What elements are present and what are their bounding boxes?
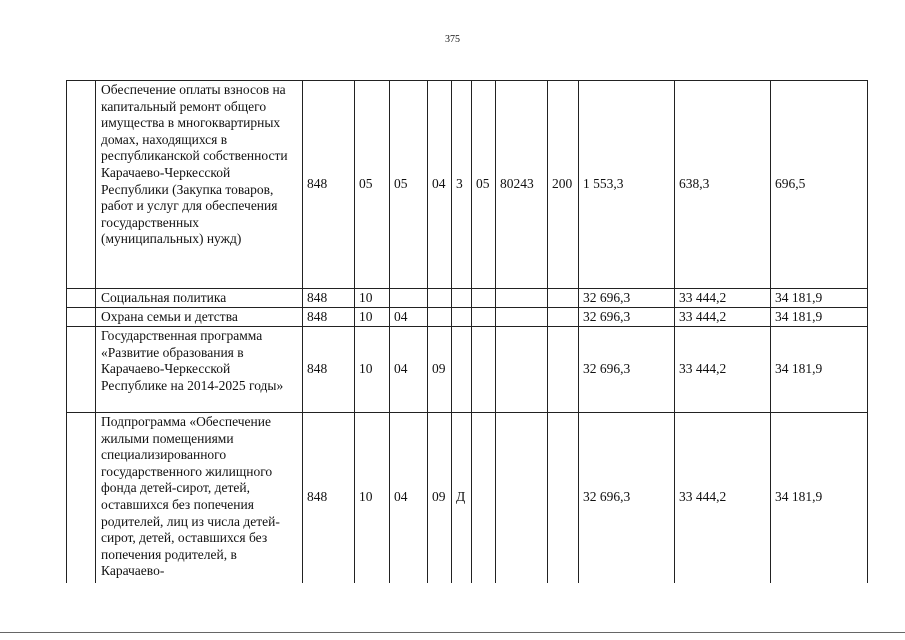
vid-rashodov-cell: 200 [548, 81, 579, 289]
sum-2025-cell: 34 181,9 [771, 289, 868, 308]
description-cell: Охрана семьи и детства [96, 308, 303, 327]
podprogramma-cell [452, 289, 472, 308]
table-row [67, 308, 868, 327]
description-cell: Социальная политика [96, 289, 303, 308]
vedomstvo-cell: 848 [303, 308, 355, 327]
programma-cell [428, 308, 452, 327]
napravlenie-cell [496, 308, 548, 327]
sum-2024-cell: 33 444,2 [675, 327, 771, 413]
podrazdel-cell: 04 [390, 413, 428, 583]
programma-cell [428, 289, 452, 308]
podprogramma-cell [452, 327, 472, 413]
page-number: 375 [445, 34, 460, 45]
razdel-cell: 05 [355, 81, 390, 289]
napravlenie-cell [496, 327, 548, 413]
napravlenie-cell [496, 413, 548, 583]
row-number-cell [67, 308, 96, 327]
description-cell: Подпрограмма «Обеспечение жилыми помещениями специализированного государственного жилищного фонда детей-сирот, детей, оставшихся без попечения родителей, лиц из числа детей-сирот, детей, оставшихся без попечения родителей, в Карачаево- [96, 413, 303, 583]
podprogramma-cell: 3 [452, 81, 472, 289]
table-row [67, 289, 868, 308]
podprogramma-cell [452, 308, 472, 327]
razdel-cell: 10 [355, 289, 390, 308]
vedomstvo-cell: 848 [303, 81, 355, 289]
sum-2024-cell: 638,3 [675, 81, 771, 289]
podrazdel-cell: 05 [390, 81, 428, 289]
sum-2024-cell: 33 444,2 [675, 289, 771, 308]
programma-cell: 04 [428, 81, 452, 289]
programma-cell: 09 [428, 413, 452, 583]
sum-2025-cell: 34 181,9 [771, 308, 868, 327]
row-number-cell [67, 413, 96, 583]
vid-rashodov-cell [548, 308, 579, 327]
row-number-cell [67, 327, 96, 413]
table-row [67, 413, 868, 583]
meropriyatie-cell [472, 289, 496, 308]
sum-2025-cell: 34 181,9 [771, 413, 868, 583]
podrazdel-cell [390, 289, 428, 308]
description-cell: Государственная программа «Развитие образования в Карачаево-Черкесской Республике на 2014-2025 годы» [96, 327, 303, 413]
vedomstvo-cell: 848 [303, 413, 355, 583]
meropriyatie-cell [472, 413, 496, 583]
page-bottom-rule [0, 632, 905, 633]
table-row [67, 81, 868, 289]
budget-table [66, 80, 868, 583]
napravlenie-cell [496, 289, 548, 308]
podrazdel-cell: 04 [390, 327, 428, 413]
meropriyatie-cell [472, 327, 496, 413]
vedomstvo-cell: 848 [303, 327, 355, 413]
sum-2025-cell: 696,5 [771, 81, 868, 289]
row-number-cell [67, 81, 96, 289]
sum-2025-cell: 34 181,9 [771, 327, 868, 413]
podprogramma-cell: Д [452, 413, 472, 583]
sum-2023-cell: 32 696,3 [579, 327, 675, 413]
description-cell: Обеспечение оплаты взносов на капитальный ремонт общего имущества в многоквартирных домах, находящихся в республиканской собственности Карачаево-Черкесской Республики (Закупка товаров, работ и услуг для обеспечения государственных (муниципальных) нужд) [96, 81, 303, 289]
sum-2023-cell: 32 696,3 [579, 413, 675, 583]
vedomstvo-cell: 848 [303, 289, 355, 308]
vid-rashodov-cell [548, 413, 579, 583]
meropriyatie-cell [472, 308, 496, 327]
row-number-cell [67, 289, 96, 308]
sum-2023-cell: 32 696,3 [579, 308, 675, 327]
programma-cell: 09 [428, 327, 452, 413]
sum-2023-cell: 1 553,3 [579, 81, 675, 289]
napravlenie-cell: 80243 [496, 81, 548, 289]
vid-rashodov-cell [548, 327, 579, 413]
sum-2024-cell: 33 444,2 [675, 413, 771, 583]
sum-2024-cell: 33 444,2 [675, 308, 771, 327]
razdel-cell: 10 [355, 308, 390, 327]
table-row [67, 327, 868, 413]
razdel-cell: 10 [355, 327, 390, 413]
meropriyatie-cell: 05 [472, 81, 496, 289]
podrazdel-cell: 04 [390, 308, 428, 327]
vid-rashodov-cell [548, 289, 579, 308]
sum-2023-cell: 32 696,3 [579, 289, 675, 308]
razdel-cell: 10 [355, 413, 390, 583]
